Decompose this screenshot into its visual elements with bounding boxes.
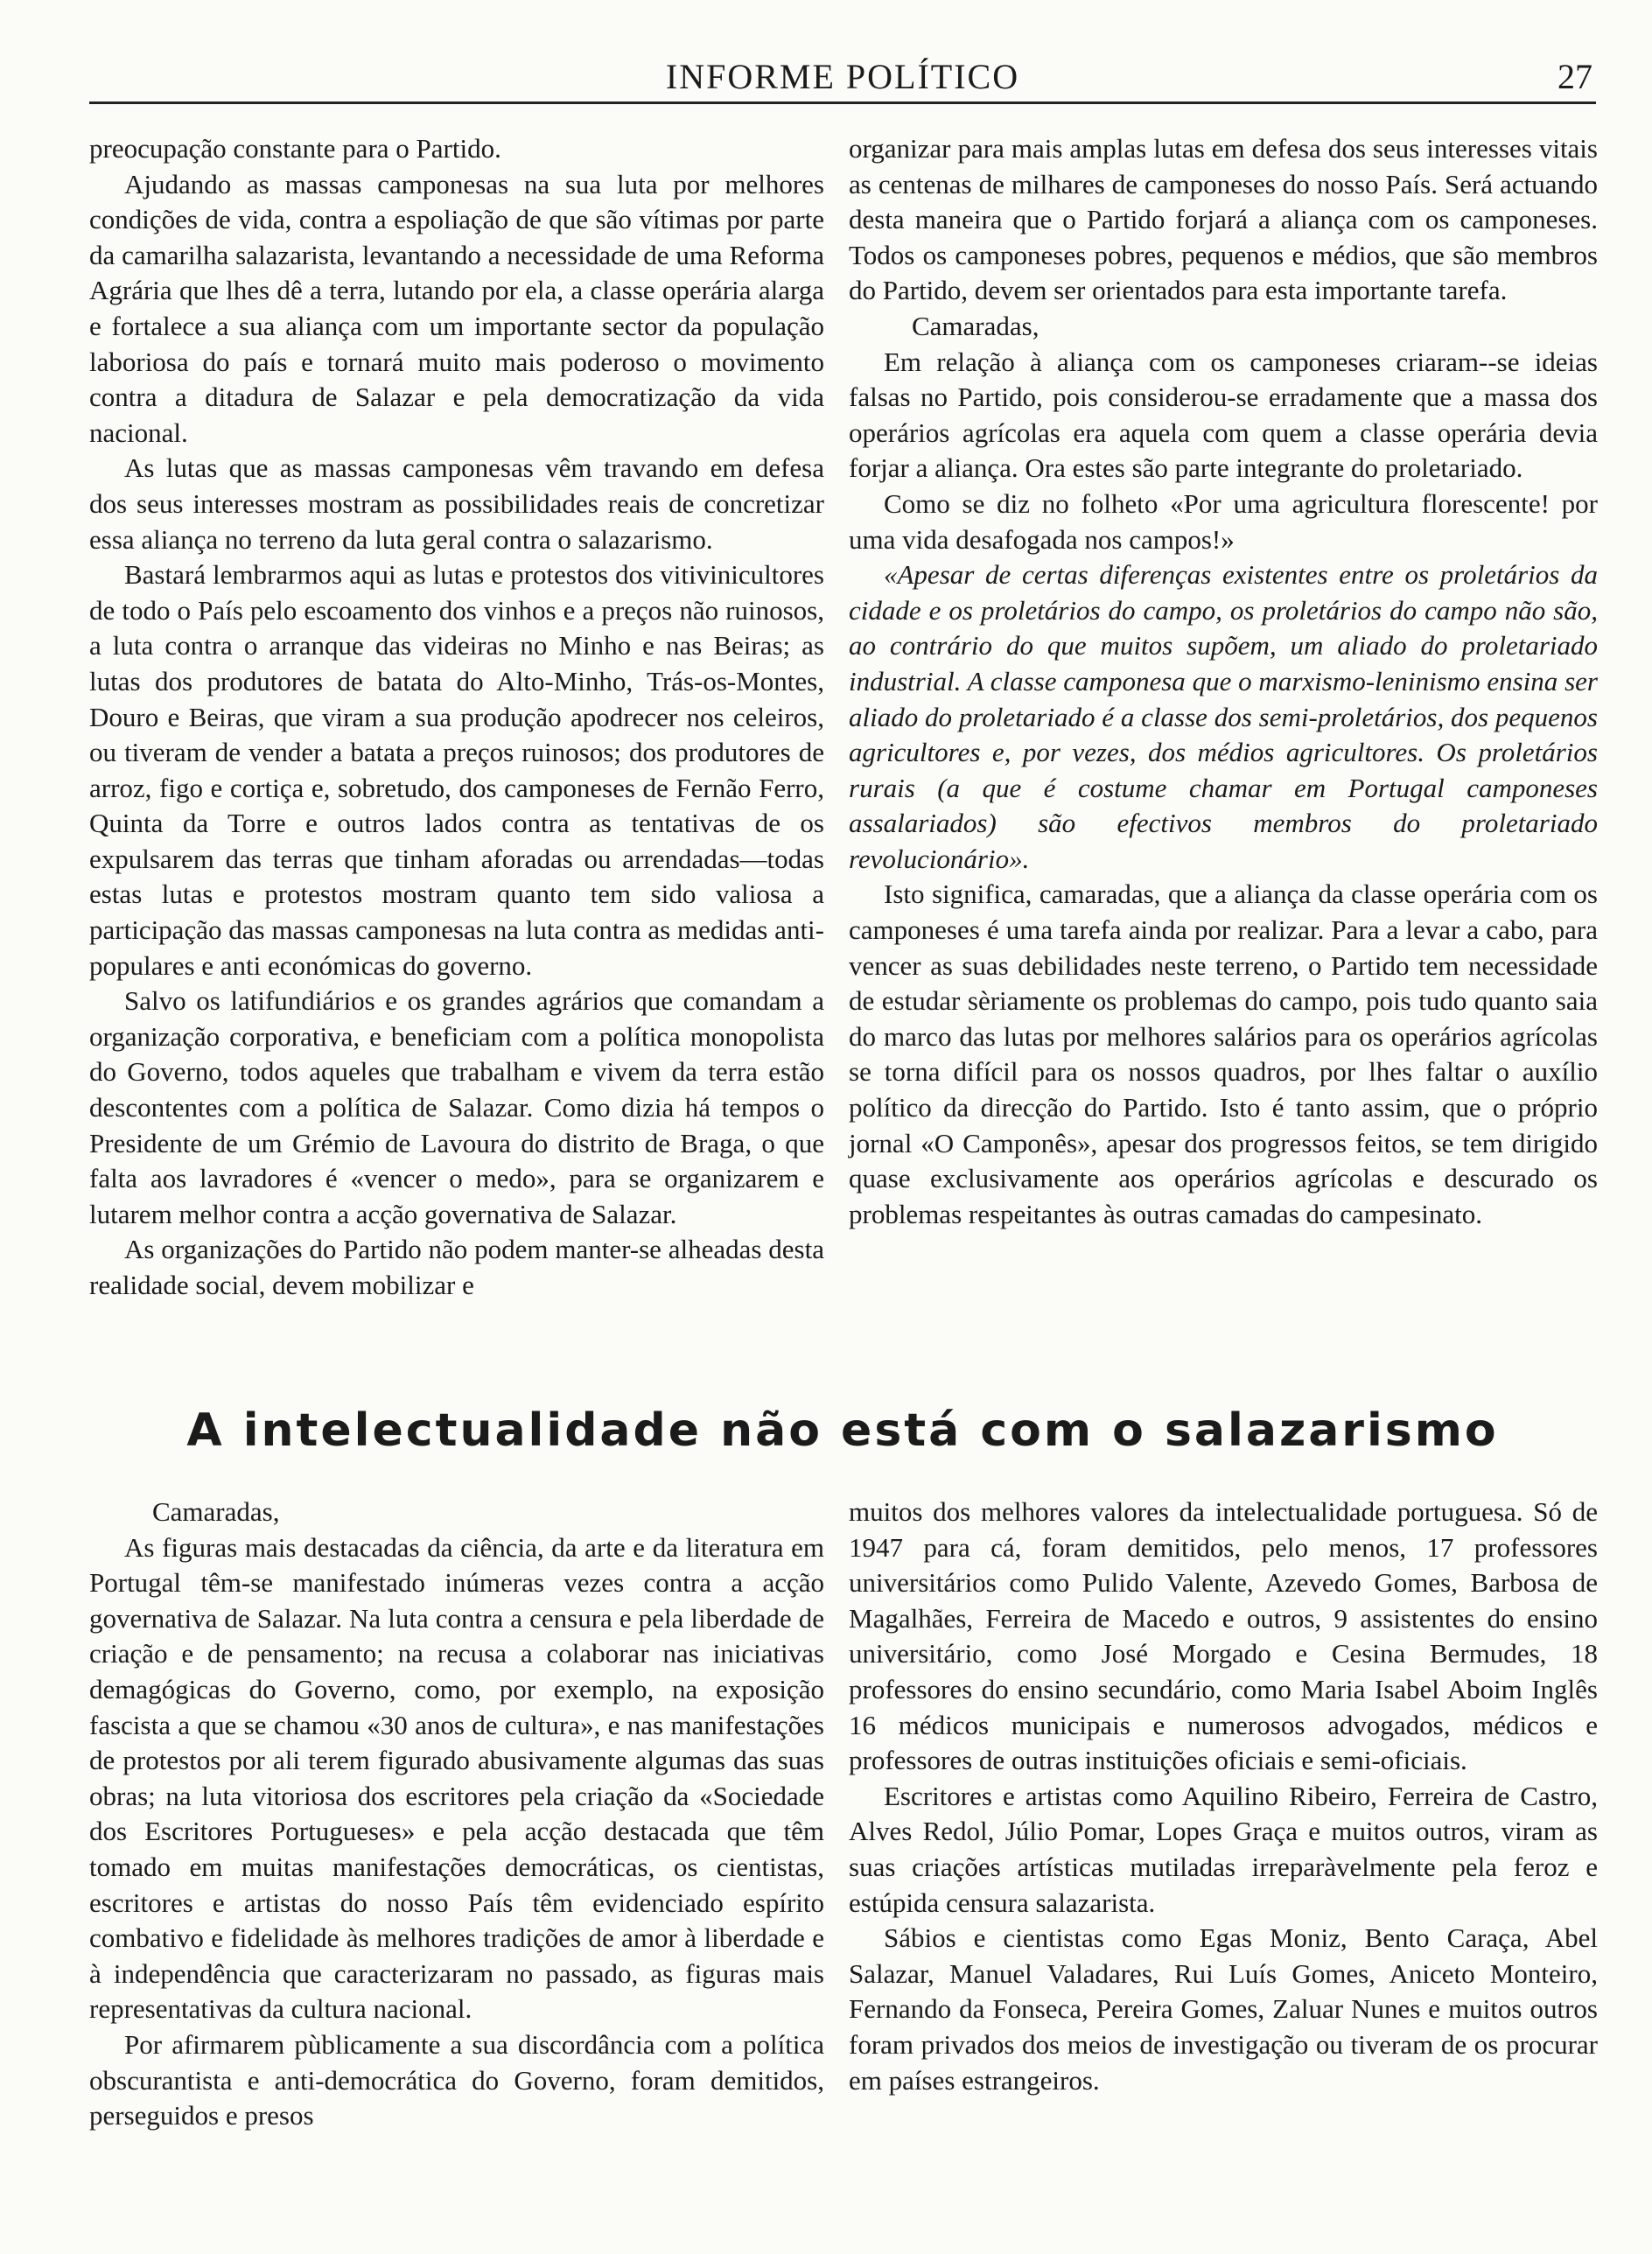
paragraph: As organizações do Partido não podem manter-se alheadas desta realidade social, devem mobilizar e <box>89 1234 824 1300</box>
paragraph: Sábios e cientistas como Egas Moniz, Bento Caraça, Abel Salazar, Manuel Valadares, Rui Luís Gomes, Aniceto Monteiro, Fernando da Fonseca, Pereira Gomes, Zaluar Nunes e muitos outros foram privados dos meios de investigação ou tiveram de os procurar em países estrangeiros. <box>849 1922 1598 2096</box>
running-title: INFORME POLÍTICO <box>665 57 1020 96</box>
paragraph: Escritores e artistas como Aquilino Ribeiro, Ferreira de Castro, Alves Redol, Júlio Pomar, Lopes Graça e muitos outros, viram as suas criações artísticas mutiladas irreparàvelmente pela feroz e estúpida censura salazarista. <box>849 1780 1598 1918</box>
continued-paragraph: muitos dos melhores valores da intelectualidade portuguesa. Só de 1947 para cá, foram demitidos, pelo menos, 17 professores universitários como Pulido Valente, Azevedo Gomes, Barbosa de Magalhães, Ferreira de Macedo e outros, 9 assistentes do ensino universitário, como José Morgado e Cesina Bermudes, 18 professores do ensino secundário, como Maria Isabel Aboim Inglês 16 médicos municipais e numerosos advogados, médicos e professores de outras instituições oficiais e semi-oficiais. <box>849 1496 1598 1776</box>
paragraph: Isto significa, camaradas, que a aliança da classe operária com os camponeses é uma tarefa ainda por realizar. Para a levar a cabo, para vencer as suas debilidades neste terreno, o Partido tem necessidade de estudar sèriamente os problemas do campo, pois tudo quanto saia do marco das lutas por melhores salários para os operários agrícolas se torna difícil para os nossos quadros, por lhes faltar o auxílio político da direcção do Partido. Isto é tanto assim, que o próprio jornal «O Camponês», apesar dos progressos feitos, se tem dirigido quase exclusivamente aos operários agrícolas e descurado os problemas respeitantes às outras camadas do campesinato. <box>849 878 1598 1229</box>
salutation: Camaradas, <box>912 310 1040 341</box>
page-number: 27 <box>1558 57 1592 96</box>
article-left-column <box>89 1494 824 2134</box>
paragraph: Por afirmarem pùblicamente a sua discordância com a política obscurantista e anti-democrática do Governo, foram demitidos, perseguidos e presos <box>89 2028 824 2132</box>
article-title: A intelectualidade não está com o salazarismo <box>186 1404 1499 1457</box>
top-right-column <box>849 131 1598 1232</box>
paragraph: Como se diz no folheto «Por uma agricultura florescente! por uma vida desafogada nos campos!» <box>849 487 1598 555</box>
paragraph: Salvo os latifundiários e os grandes agrários que comandam a organização corporativa, e beneficiam com a política monopolista do Governo, todos aqueles que trabalham e vivem da terra estão descontentes com a política de Salazar. Como dizia há tempos o Presidente de um Grémio de Lavoura do distrito de Braga, o que falta aos lavradores é «vencer o medo», para se organizarem e lutarem melhor contra a acção governativa de Salazar. <box>89 985 824 1229</box>
top-left-column <box>89 131 824 1304</box>
paragraph: As figuras mais destacadas da ciência, da arte e da literatura em Portugal têm-se manifestado inúmeras vezes contra a acção governativa de Salazar. Na luta contra a censura e pela liberdade de criação e de pensamento; na recusa a colaborar nas iniciativas demagógicas do Governo, como, por exemplo, na exposição fascista a que se chamou «30 anos de cultura», e nas manifestações de protestos por ali terem figurado abusivamente algumas das suas obras; na luta vitoriosa dos escritores pela criação da «Sociedade dos Escritores Portugueses» e pela acção destacada que têm tomado em muitas manifestações democráticas, os cientistas, escritores e artistas do nosso País têm evidenciado espírito combativo e fidelidade às melhores tradições de amor à liberdade e à independência que caracterizaram no passado, as figuras mais representativas da cultura nacional. <box>89 1531 824 2025</box>
continued-paragraph: preocupação constante para o Partido. <box>89 133 501 164</box>
paragraph: As lutas que as massas camponesas vêm travando em defesa dos seus interesses mostram as possibilidades reais de concretizar essa aliança no terreno da luta geral contra o salazarismo. <box>89 452 824 555</box>
salutation: Camaradas, <box>152 1496 280 1527</box>
paragraph: Em relação à aliança com os camponeses criaram--se ideias falsas no Partido, pois considerou-se erradamente que a massa dos operários agrícolas era aquela com quem a classe operária devia forjar a aliança. Ora estes são parte integrante do proletariado. <box>849 346 1598 484</box>
running-header <box>89 49 1596 104</box>
quoted-passage: «Apesar de certas diferenças existentes entre os proletários da cidade e os proletários do campo, os proletários do campo não são, ao contrário do que muitos supõem, um aliado do proletariado industrial. A classe camponesa que o marxismo-leninismo ensina ser aliado do proletariado é a classe dos semi-proletários, dos pequenos agricultores e, por vezes, dos médios agricultores. Os proletários rurais (a que é costume chamar em Portugal camponeses assalariados) são efectivos membros do proletariado revolucionário». <box>849 559 1598 874</box>
paragraph: Bastará lembrarmos aqui as lutas e protestos dos vitivinicultores de todo o País pelo escoamento dos vinhos e a preços não ruinosos, a luta contra o arranque das videiras no Minho e nas Beiras; as lutas dos produtores de batata do Alto-Minho, Trás-os-Montes, Douro e Beiras, que viram a sua produção apodrecer nos celeiros, ou tiveram de vender a batata a preços ruinosos; dos produtores de arroz, figo e cortiça e, sobretudo, dos camponeses de Fernão Ferro, Quinta da Torre e outros lados contra as tentativas de os expulsarem das terras que tinham aforadas ou arrendadas—todas estas lutas e protestos mostram quanto tem sido valiosa a participação das massas camponesas na luta contra as medidas anti-populares e anti económicas do governo. <box>89 559 824 981</box>
article-right-column <box>849 1494 1598 2098</box>
continued-paragraph: organizar para mais amplas lutas em defesa dos seus interesses vitais as centenas de milhares de camponeses do nosso País. Será actuando desta maneira que o Partido forjará a aliança com os camponeses. Todos os camponeses pobres, pequenos e médios, que são membros do Partido, devem ser orientados para esta importante tarefa. <box>849 133 1598 306</box>
paragraph: Ajudando as massas camponesas na sua luta por melhores condições de vida, contra a espoliação de que são vítimas por parte da camarilha salazarista, levantando a necessidade de uma Reforma Agrária que lhes dê a terra, lutando por ela, a classe operária alarga e fortalece a sua aliança com um importante sector da população laboriosa do país e tornará muito mais poderoso o movimento contra a ditadura de Salazar e pela democratização da vida nacional. <box>89 168 824 448</box>
